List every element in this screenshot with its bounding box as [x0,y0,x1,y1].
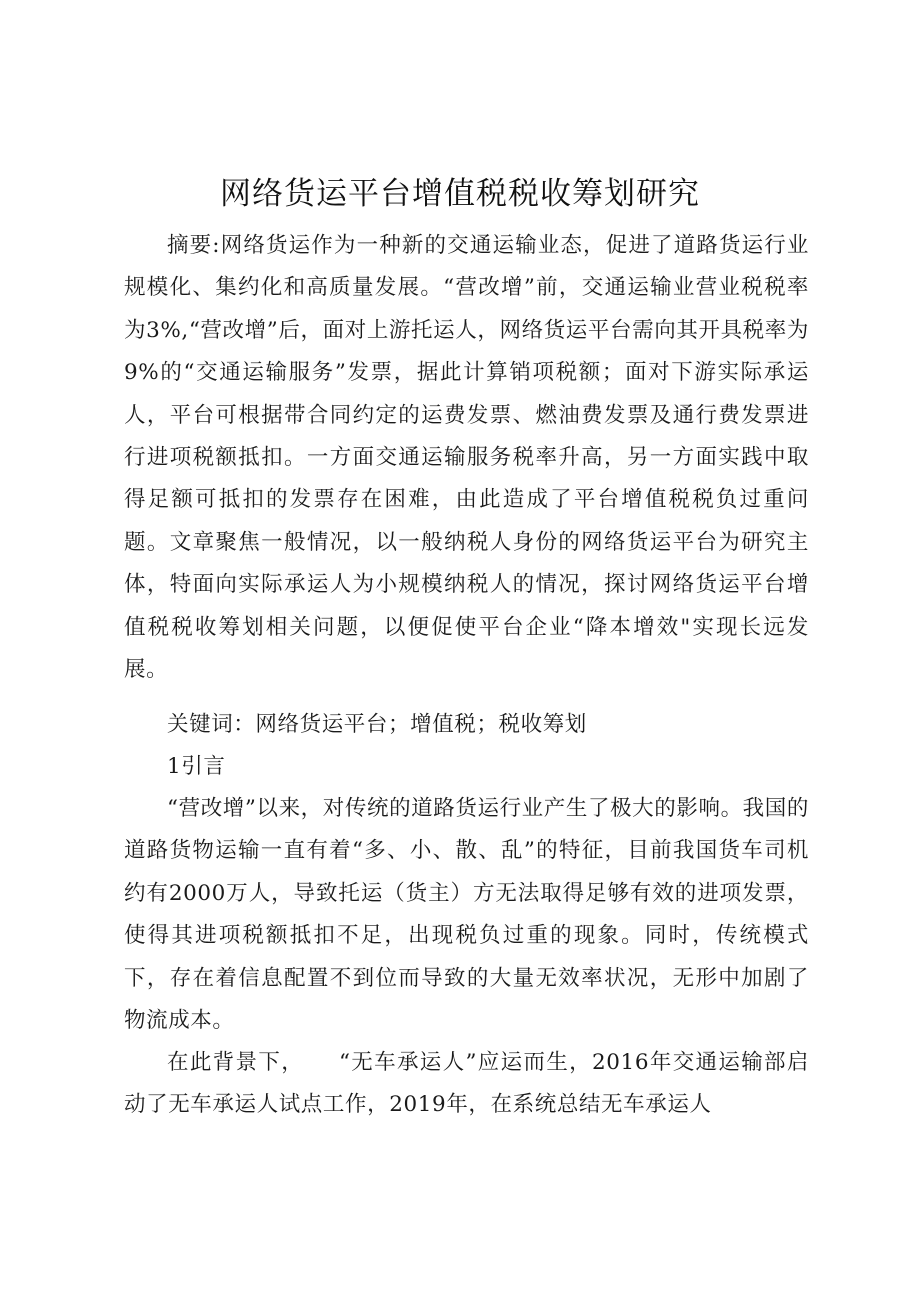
abstract-paragraph [124,225,809,691]
keywords-text: 网络货运平台；增值税；税收筹划 [255,712,587,737]
body-paragraph: 在此背景下， “无车承运人”应运而生，2016年交通运输部启动了无车承运人试点工作，2019年，在系统总结无车承运人 [124,1050,809,1118]
body-paragraph: “营改增”以来，对传统的道路货运行业产生了极大的影响。我国的道路货物运输一直有着“多、小、散、乱”的特征，目前我国货车司机约有2000万人，导致托运（货主）方无法取得足够有效的进项发票，使得其进项税额抵扣不足，出现税负过重的现象。同时，传统模式下，存在着信息配置不到位而导致的大量无效率状况，无形中加剧了物流成本。 [124,796,809,1034]
abstract-text: 网络货运作为一种新的交通运输业态，促进了道路货运行业规模化、集约化和高质量发展。“营改增”前，交通运输业营业税税率为3%,“营改增”后，面对上游托运人，网络货运平台需向其开具税率为9%的“交通运输服务”发票，据此计算销项税额；面对下游实际承运人，平台可根据带合同约定的运费发票、燃油费发票及通行费发票进行进项税额抵扣。一方面交通运输服务税率升高，另一方面实践中取得足额可抵扣的发票存在困难，由此造成了平台增值税税负过重问题。文章聚焦一般情况，以一般纳税人身份的网络货运平台为研究主体，特面向实际承运人为小规模纳税人的情况，探讨网络货运平台增值税税收筹划相关问题，以便促使平台企业“降本增效"实现长远发展。 [124,233,809,683]
document-title: 网络货运平台增值税税收筹划研究 [220,176,700,212]
keywords-paragraph [124,704,809,746]
abstract-label: 摘要: [167,233,221,258]
keywords-label: 关键词： [167,712,256,737]
section-heading: 1引言 [167,754,226,779]
